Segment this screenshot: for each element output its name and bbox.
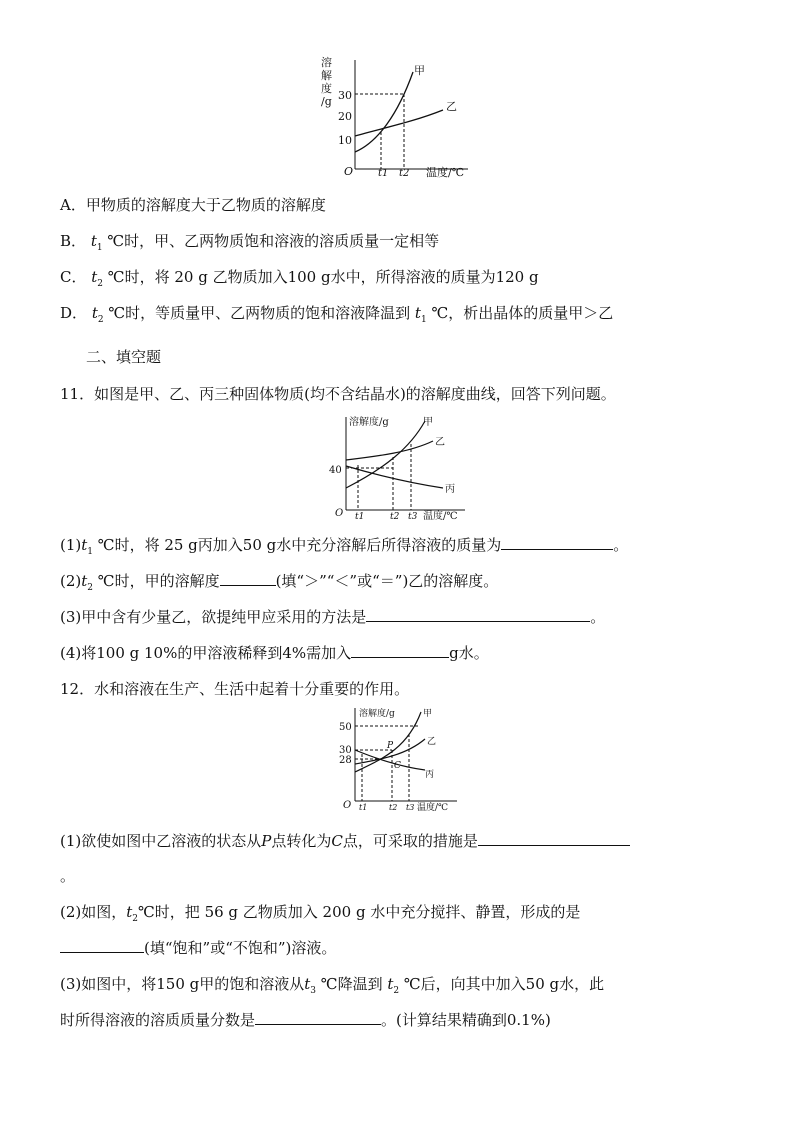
x-tick-label: t2 [390,512,400,521]
x-tick-label: t2 [389,803,398,812]
q12-part3: (3)如图中，将150 g甲的饱和溶液从$t_3$ ℃降温到 $t_2$ ℃后，向其中加入50 g水，此 [60,975,605,996]
solubility-figure-2 [325,413,475,521]
point-label-c: C [394,761,401,771]
x-axis-label: 温度/℃ [423,511,458,521]
curve-label-yi: 乙 [427,737,437,747]
x-tick-label: t1 [359,803,368,812]
q12-part2-cont: (填“饱和”或“不饱和”)溶液。 [60,938,336,958]
y-axis-label: 溶解度/g [359,709,395,719]
q11-stem: 11．如图是甲、乙、丙三种固体物质(均不含结晶水)的溶解度曲线，回答下列问题。 [60,385,616,403]
answer-blank[interactable] [501,535,613,550]
solubility-figure-1 [318,52,478,182]
curve-label-jia: 甲 [423,709,433,719]
y-axis-label-char: 溶 [321,56,332,69]
x-tick-label: t3 [408,512,418,521]
y-tick-label: 40 [329,465,342,476]
x-axis-label: 温度/℃ [426,166,465,179]
curve-label-bing: 丙 [425,770,435,780]
curve-label-jia: 甲 [423,417,433,428]
curve-label-bing: 丙 [445,484,455,495]
y-axis-label-char: /g [321,95,332,108]
option-d: D． $t_2$ ℃时，等质量甲、乙两物质的饱和溶液降温到 $t_1$ ℃，析出晶体的质量甲＞乙 [60,304,614,325]
solubility-figure-3 [337,704,461,812]
x-tick-label: t2 [399,168,410,179]
curve-yi [355,110,443,136]
answer-blank[interactable] [366,607,590,622]
y-axis-label: 溶解度/g [349,417,389,428]
y-tick-label: 28 [339,755,352,766]
origin-label: O [344,165,354,178]
origin-label: O [335,508,344,519]
curve-bing [346,466,443,488]
y-tick-label: 50 [339,722,352,733]
q11-part1: $(1)t_1$ ℃时，将 25 g丙加入50 g水中充分溶解后所得溶液的质量为 。 [60,536,629,557]
y-tick-label: 30 [338,89,352,102]
answer-blank[interactable] [478,831,630,846]
x-axis-label: 温度/℃ [417,803,449,812]
y-axis-label-char: 度 [321,82,332,95]
answer-blank[interactable] [60,938,144,953]
y-tick-label: 20 [338,110,352,123]
option-a: A．甲物质的溶解度大于乙物质的溶解度 [60,196,326,214]
answer-blank[interactable] [255,1010,381,1025]
curve-label-jia: 甲 [414,64,425,77]
x-tick-label: t1 [355,512,365,521]
answer-blank[interactable] [220,571,276,586]
q11-part2: $(2)t_2$ ℃时，甲的溶解度 (填“＞”“＜”或“＝”)乙的溶解度。 [60,572,499,593]
origin-label: O [343,800,352,811]
q12-part3-cont: 时所得溶液的溶质质量分数是 。(计算结果精确到0.1%) [60,1011,551,1029]
option-c: C． $t_2$ ℃时，将 20 g 乙物质加入100 g水中，所得溶液的质量为120 g [60,268,539,289]
y-tick-label: 10 [338,134,352,147]
y-tick-label: 30 [339,745,352,756]
q11-part3: (3)甲中含有少量乙，欲提纯甲应采用的方法是 。 [60,608,606,626]
y-axis-label-char: 解 [321,69,332,82]
q12-part2: (2)如图，$t_2℃$时，把 56 g 乙物质加入 200 g 水中充分搅拌、静置，形成的是 [60,903,581,924]
curve-label-yi: 乙 [435,437,445,448]
q12-part1: (1)欲使如图中乙溶液的状态从P点转化为C点，可采取的措施是 [60,831,630,851]
q12-part1-end: 。 [60,867,76,885]
section-title: 二、填空题 [86,348,162,366]
curve-label-yi: 乙 [446,100,457,113]
x-tick-label: t1 [378,168,389,179]
q11-part4: (4)将100 g 10%的甲溶液稀释到4%需加入 g水。 [60,644,489,662]
answer-blank[interactable] [351,643,449,658]
q12-stem: 12．水和溶液在生产、生活中起着十分重要的作用。 [60,680,410,698]
option-b: B． $t_1$ ℃时，甲、乙两物质饱和溶液的溶质质量一定相等 [60,232,440,253]
x-tick-label: t3 [406,803,415,812]
curve-yi [346,441,433,460]
point-label-p: P [387,741,394,751]
